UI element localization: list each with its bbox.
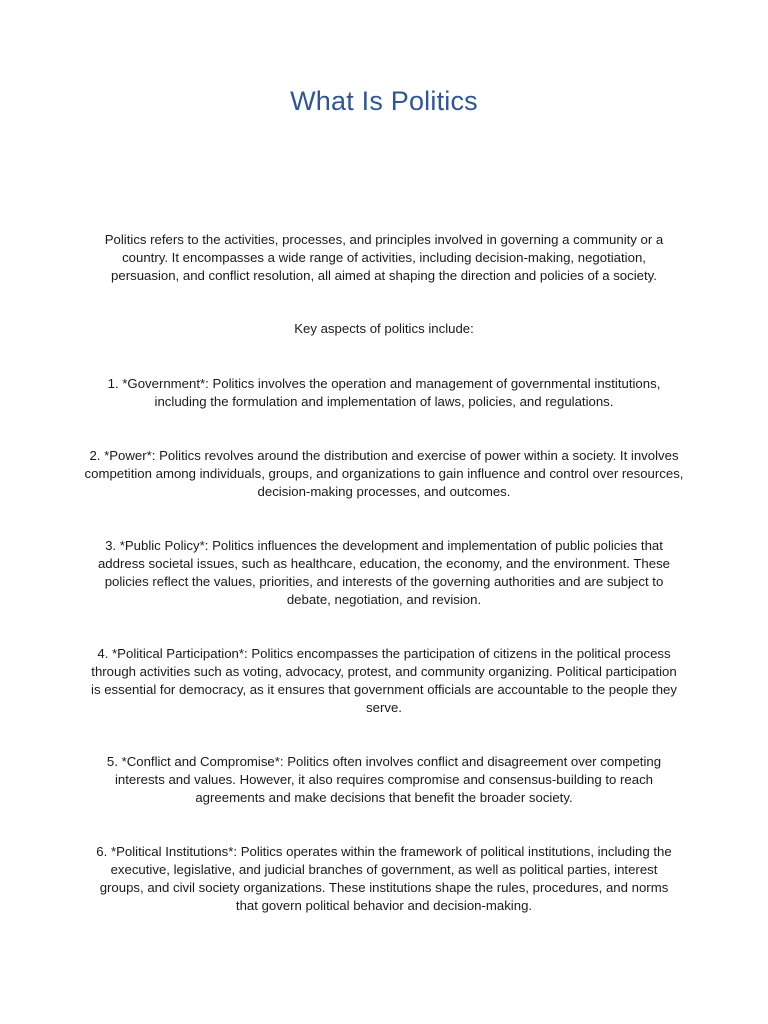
aspect-government: 1. *Government*: Politics involves the operation and management of governmental institutions, including the formulation and implementation of laws, policies, and regulations. [107, 376, 661, 409]
aspect-political-institutions: 6. *Political Institutions*: Politics operates within the framework of political institutions, including the executive, legislative, and judicial branches of government, as well as political parties, interest groups, and civil society organizations. These institutions shape the rules, procedures, and norms that govern political behavior and decision-making. [96, 844, 672, 913]
aspect-public-policy: 3. *Public Policy*: Politics influences the development and implementation of public policies that address societal issues, such as healthcare, education, the economy, and the environment. These policies reflect the values, priorities, and interests of the governing authorities and are subject to debate, negotiation, and revision. [97, 538, 671, 607]
page-title: What Is Politics [290, 86, 478, 116]
aspect-conflict-and-compromise: 5. *Conflict and Compromise*: Politics often involves conflict and disagreement over competing interests and values. However, it also requires compromise and consensus-building to reach agreements and make decisions that benefit the broader society. [106, 754, 662, 805]
key-aspects-heading: Key aspects of politics include: [294, 321, 474, 336]
aspect-political-participation: 4. *Political Participation*: Politics encompasses the participation of citizens in the political process through activities such as voting, advocacy, protest, and community organizing. Political participation is essential for democracy, as it ensures that government officials are accountable to the people they serve. [91, 646, 677, 715]
intro-paragraph: Politics refers to the activities, processes, and principles involved in governing a community or a country. It encompasses a wide range of activities, including decision-making, negotiation, persuasion, and conflict resolution, all aimed at shaping the direction and policies of a society. [104, 232, 664, 283]
aspect-power: 2. *Power*: Politics revolves around the distribution and exercise of power within a society. It involves competition among individuals, groups, and organizations to gain influence and control over resources, decision-making processes, and outcomes. [84, 448, 684, 499]
